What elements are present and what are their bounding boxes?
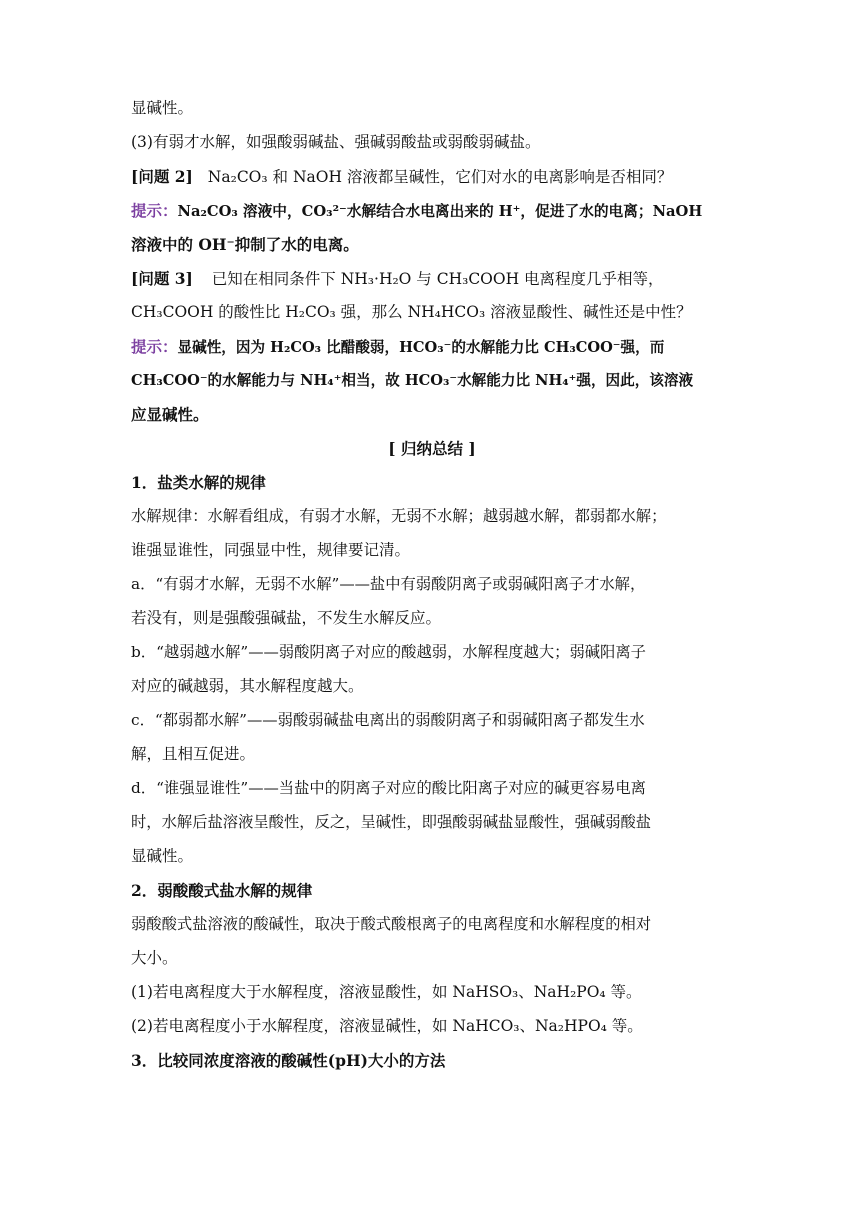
question-label: [问题 2] [131, 167, 193, 186]
hint-text: 显碱性，因为 H₂CO₃ 比醋酸弱，HCO₃⁻的水解能力比 CH₃COO⁻强，而 [177, 339, 665, 356]
hint-3-line-2: CH₃COO⁻的水解能力与 NH₄⁺相当，故 HCO₃⁻水解能力比 NH₄⁺强，因此，该溶液 [131, 372, 694, 389]
text-line: d．“谁强显谁性”——当盐中的阴离子对应的酸比阳离子对应的碱更容易电离 [131, 779, 646, 797]
section-heading-1: 1．盐类水解的规律 [131, 473, 266, 492]
hint-3-line-3: 应显碱性。 [131, 405, 209, 424]
text-line: 大小。 [131, 949, 178, 967]
text-line: b．“越弱越水解”——弱酸阴离子对应的酸越弱，水解程度越大；弱碱阳离子 [131, 643, 646, 661]
summary-heading: [ 归纳总结 ] [388, 439, 476, 458]
text-line: (2)若电离程度小于水解程度，溶液显碱性，如 NaHCO₃、Na₂HPO₄ 等。 [131, 1017, 643, 1035]
text-line: 谁强显谁性，同强显中性，规律要记清。 [131, 541, 411, 559]
text-line: 弱酸酸式盐溶液的酸碱性，取决于酸式酸根离子的电离程度和水解程度的相对 [131, 915, 652, 933]
question-2 [131, 168, 733, 185]
hint-2-line-1 [131, 202, 733, 219]
question-text: 已知在相同条件下 NH₃·H₂O 与 CH₃COOH 电离程度几乎相等， [211, 270, 664, 288]
section-heading-3: 3．比较同浓度溶液的酸碱性(pH)大小的方法 [131, 1051, 446, 1070]
question-text: Na₂CO₃ 和 NaOH 溶液都呈碱性，它们对水的电离影响是否相同？ [207, 168, 673, 186]
section-heading-2: 2．弱酸酸式盐水解的规律 [131, 881, 313, 900]
question-3-line-2: CH₃COOH 的酸性比 H₂CO₃ 强，那么 NH₄HCO₃ 溶液显酸性、碱性还是中性？ [131, 303, 692, 321]
text-line: 若没有，则是强酸强碱盐，不发生水解反应。 [131, 609, 442, 627]
hint-label: 提示： [131, 201, 178, 220]
question-3-line-1 [131, 270, 733, 287]
text-line: 水解规律：水解看组成，有弱才水解，无弱不水解；越弱越水解，都弱都水解； [131, 507, 667, 525]
question-label: [问题 3] [131, 269, 193, 288]
hint-text: Na₂CO₃ 溶液中，CO₃²⁻水解结合水电离出来的 H⁺，促进了水的电离；NaOH [177, 203, 703, 220]
text-line: 对应的碱越弱，其水解程度越大。 [131, 677, 364, 695]
text-line: 显碱性。 [131, 847, 194, 865]
text-line: a．“有弱才水解，无弱不水解”——盐中有弱酸阴离子或弱碱阳离子才水解， [131, 575, 646, 593]
document-body [131, 100, 733, 1086]
text-line: (3)有弱才水解，如强酸弱碱盐、强碱弱酸盐或弱酸弱碱盐。 [131, 133, 541, 151]
text-line: (1)若电离程度大于水解程度，溶液显酸性，如 NaHSO₃、NaH₂PO₄ 等。 [131, 983, 642, 1001]
text-line: 时，水解后盐溶液呈酸性，反之，呈碱性，即强酸弱碱盐显酸性，强碱弱酸盐 [131, 813, 652, 831]
text-line: c．“都弱都水解”——弱酸弱碱盐电离出的弱酸阴离子和弱碱阳离子都发生水 [131, 711, 645, 729]
hint-3-line-1 [131, 338, 733, 355]
text-line: 解，且相互促进。 [131, 745, 256, 763]
hint-2-line-2: 溶液中的 OH⁻抑制了水的电离。 [131, 235, 359, 254]
hint-label: 提示： [131, 337, 178, 356]
text-line: 显碱性。 [131, 99, 194, 117]
